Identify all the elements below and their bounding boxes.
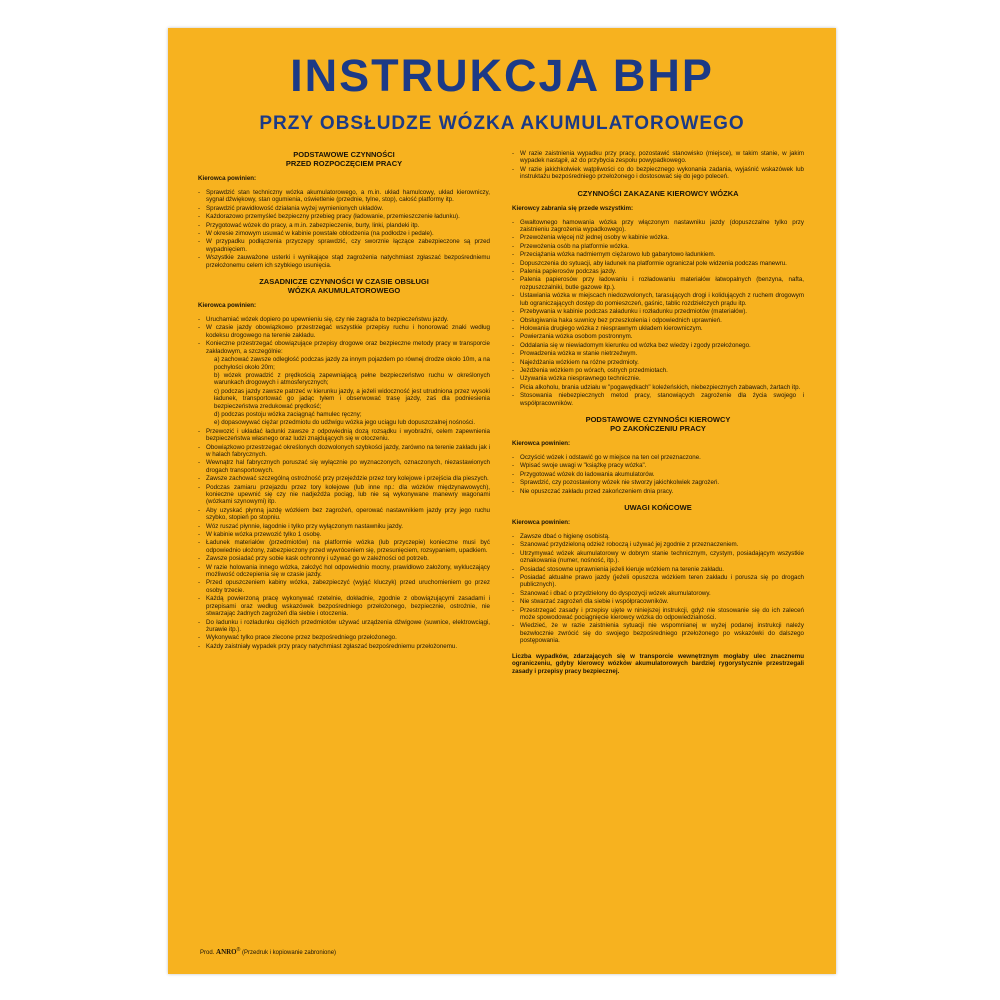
- section-subject: Kierowca powinien:: [512, 439, 571, 447]
- list-item: - Holowania drugiego wózka z niesprawnym układem kierowniczym.: [512, 325, 804, 332]
- list-item: - Nie stwarzać zagrożeń dla siebie i współpracowników.: [512, 598, 804, 605]
- heading-line: ZASADNICZE CZYNNOŚCI W CZASIE OBSŁUGI: [259, 277, 429, 287]
- list-item: - Każdy zaistniały wypadek przy pracy natychmiast zgłaszać bezpośredniemu przełożonemu.: [198, 643, 490, 650]
- list-item: - W przypadku podłączenia przyczepy sprawdzić, czy sworznie łączące zabezpieczone są przed wypadnięciem.: [198, 238, 490, 253]
- list-item: - Najeżdżania wózkiem na różne przedmioty.: [512, 359, 804, 366]
- list-item: b) wózek prowadzić z prędkością zapewniającą pełne bezpieczeństwo ruchu w określonych warunkach drogowych i atmosferycznych;: [214, 371, 490, 387]
- list-final-remarks: [512, 533, 804, 645]
- list-item: - Każdą powierzoną pracę wykonywać rzetelnie, dokładnie, zgodnie z obowiązującymi zasadami i przepisami oraz według wskazówek bezpośredniego przełożonego, bezpiecznie, ostrożnie, nie stwarzając żadnych zagrożeń dla siebie i otoczenia.: [198, 595, 490, 617]
- list-item: - Aby uzyskać płynną jazdę wózkiem bez zagrożeń, operować nastawnikiem jazdy przy jego ruchu szybko, stopień po stopniu.: [198, 507, 490, 522]
- list-item: - Do ładunku i rozładunku ciężkich przedmiotów używać urządzenia dźwigowe (suwnice, elektrowciągi, żurawie itp.).: [198, 619, 490, 634]
- list-during-work: [198, 316, 490, 650]
- section-subject: Kierowca powinien:: [512, 519, 571, 526]
- list-item: - Uruchamiać wózek dopiero po upewnieniu się, czy nie zagraża to bezpieczeństwu jazdy.: [198, 316, 490, 323]
- list-item: a) zachować zawsze odległość podczas jazdy za innym pojazdem po równej drodze około 10m, a na pochyłości około 20m;: [214, 356, 490, 371]
- list-item: - Obsługiwania haka suwnicy bez przeszkolenia i odpowiednich uprawnień.: [512, 317, 804, 324]
- heading-line: WÓZKA AKUMULATOROWEGO: [287, 286, 401, 296]
- list-item: - Sprawdzić stan techniczny wózka akumulatorowego, a m.in. układ hamulcowy, układ kierowniczy, sygnał dźwiękowy, stan ogumienia, oświetlenie (przednie, tylne, stop), całość platformy itp.: [198, 189, 490, 204]
- footer-note: (Przedruk i kopiowanie zabronione): [242, 950, 337, 956]
- list-item: - Konieczne przestrzegać obowiązujące przepisy drogowe oraz bezpieczne metody pracy w transporcie zakładowym, a szczególnie:: [198, 340, 490, 355]
- list-item: - Jeżdżenia wózkiem po wórach, ostrych przedmiotach.: [512, 367, 804, 374]
- final-note: Liczba wypadków, zdarzających się w transporcie wewnętrznym mogłaby ulec znacznemu ograniczeniu, gdyby kierowcy wózków akumulatorowych bardziej rygorystycznie przestrzegali zasady i przepisy pracy bezpiecznej.: [512, 652, 804, 675]
- list-after-work: [512, 454, 804, 495]
- list-item: - Stosowania niebezpiecznych metod pracy, stanowiących zagrożenie dla życia swojego i współpracowników.: [512, 392, 804, 407]
- list-item: - Palenia papierosów podczas jazdy.: [512, 268, 804, 275]
- list-item: e) dopasowywać ciężar przedmiotu do udźwigu wózka jego uciągu lub dopuszczalnej nośności.: [214, 419, 476, 427]
- heading-line: CZYNNOŚCI ZAKAZANE KIEROWCY WÓZKA: [577, 188, 739, 198]
- heading-line: PODSTAWOWE CZYNNOŚCI: [293, 150, 395, 159]
- list-item: - Przeciążania wózka nadmiernym ciężarowo lub gabarytowo ładunkiem.: [512, 251, 804, 258]
- list-item: - Posiadać stosowne uprawnienia jeżeli kieruje wózkiem na terenie zakładu.: [512, 566, 804, 573]
- section-heading-before-work: [198, 150, 490, 168]
- list-item: - Szanować przydzieloną odzież roboczą i używać jej zgodnie z przeznaczeniem.: [512, 541, 804, 548]
- list-item: - Szanować i dbać o przydzielony do dyspozycji wózek akumulatorowy.: [512, 590, 804, 597]
- list-item: - Gwałtownego hamowania wózka przy włączonym nastawniku jazdy (dopuszczalne tylko przy zaistnieniu zagrożenia wypadkowego).: [512, 219, 804, 234]
- list-during-work-continued: [512, 150, 804, 181]
- right-column: [512, 150, 804, 944]
- footer-prefix: Prod.: [200, 950, 215, 956]
- list-item: - Wpisać swoje uwagi w "książkę pracy wózka".: [512, 462, 804, 469]
- heading-line: PRZED ROZPOCZĘCIEM PRACY: [285, 159, 403, 168]
- list-item: - Sprawdzić prawidłowość działania wyżej wymienionych układów.: [198, 205, 490, 212]
- list-item: - W razie zaistnienia wypadku przy pracy, pozostawić stanowisko (miejsce), w takim stanie, w jakim wypadek nastąpił, aż do przybycia zespołu powypadkowego.: [512, 150, 804, 165]
- list-item: - Utrzymywać wózek akumulatorowy w dobrym stanie technicznym, czystym, posiadającym wszystkie oznakowania (numer, nośność, itp.).: [512, 550, 804, 565]
- registered-mark: ®: [236, 947, 241, 953]
- list-item: - Zawsze posiadać przy sobie kask ochronny i używać go w zależności od potrzeb.: [198, 555, 490, 562]
- list-item: - Wóz ruszać płynnie, łagodnie i tylko przy wyłączonym nastawniku jazdy.: [198, 523, 490, 530]
- list-item: - Oczyścić wózek i odstawić go w miejsce na ten cel przeznaczone.: [512, 454, 804, 461]
- list-item: - Obowiązkowo przestrzegać określonych dozwolonych szybkości jazdy, zarówno na terenie zakładu jak i w halach fabrycznych.: [198, 444, 490, 459]
- list-item: - W kabinie wózka przewozić tylko 1 osobę.: [198, 531, 490, 538]
- list-item: - Przygotować wózek do pracy, a m.in. zabezpieczenie, burty, linki, plandeki itp.: [198, 222, 490, 229]
- list-item: - Przebywania w kabinie podczas załadunku i rozładunku przedmiotów (materiałów).: [512, 308, 804, 315]
- section-subject: Kierowca powinien:: [198, 302, 257, 310]
- section-heading-during-work: [198, 277, 490, 295]
- list-item: - W czasie jazdy obowiązkowo przestrzegać wszystkie przepisy ruchu i honorować znaki według kodeksu drogowego na terenie zakładu.: [198, 324, 490, 339]
- list-item: - Wykonywać tylko prace zlecone przez bezpośredniego przełożonego.: [198, 634, 490, 641]
- list-item: - Ustawiania wózka w miejscach niedozwolonych, tarasujących drogi i kolidujących z ruchem drogowym lub ograniczających dostęp do pomieszczeń, gaśnic, tablic rozdzielczych prądu itp.: [512, 292, 804, 307]
- section-heading-forbidden: [512, 189, 804, 198]
- list-item: - Zawsze zachować szczególną ostrożność przy przejeździe przez tory kolejowe i przejścia dla pieszych.: [198, 475, 490, 482]
- heading-line: PODSTAWOWE CZYNNOŚCI KIEROWCY: [585, 414, 731, 424]
- list-item: - Picia alkoholu, brania udziału w "pogawędkach" koleżeńskich, niebezpiecznych zabawach, żartach itp.: [512, 384, 804, 391]
- section-subject: Kierowcy zabrania się przede wszystkim:: [512, 204, 634, 212]
- heading-line: UWAGI KOŃCOWE: [624, 503, 692, 512]
- sign-subtitle: PRZY OBSŁUDZE WÓZKA AKUMULATOROWEGO: [259, 113, 745, 134]
- brand-logo: ANRO: [216, 948, 237, 956]
- list-item: - Używania wózka niesprawnego technicznie.: [512, 375, 804, 382]
- list-item: - Podczas zamiaru przejazdu przez tory kolejowe (lub inne np.: dla wózków międzynawowych), konieczne upewnić się czy nie nadjeżdża pociąg, lub nie są wykonywane manewry wagonami (wózkami szynowymi) itp.: [198, 484, 490, 506]
- list-item: - Sprawdzić, czy pozostawiony wózek nie stworzy jakichkolwiek zagrożeń.: [512, 479, 804, 486]
- list-item: - Przed opuszczeniem kabiny wózka, zabezpieczyć (wyjąć kluczyk) przed uruchomieniem go przez osoby trzecie.: [198, 579, 490, 594]
- list-item: - W razie holowania innego wózka, założyć hol odpowiednio mocny, prawidłowo założony, wykluczający możliwość odczepienia się w czasie jazdy.: [198, 564, 490, 579]
- list-item: - Wiedzieć, że w razie zaistnienia sytuacji nie wspomnianej w wyżej podanej instrukcji należy bezwłocznie zwrócić się do swojego bezpośredniego przełożonego po wskazówki do dalszego postępowania.: [512, 622, 804, 644]
- list-item: - Wszystkie zauważone usterki i wynikające stąd zagrożenia natychmiast zgłaszać bezpośredniemu przełożonemu celem ich szybkiego usunięcia.: [198, 254, 490, 269]
- section-heading-after-work: [512, 415, 804, 433]
- list-item: - Przewożenia więcej niż jednej osoby w kabinie wózka.: [512, 234, 804, 241]
- list-item: - Nie opuszczać zakładu przed zakończeniem dnia pracy.: [512, 488, 804, 495]
- list-item: - Wewnątrz hal fabrycznych poruszać się wyłącznie po wyznaczonych, oznaczonych, niezastawionych drogach transportowych.: [198, 459, 490, 474]
- list-item: d) podczas postoju wózka zaciągnąć hamulec ręczny;: [214, 410, 362, 418]
- list-item: - Posiadać aktualne prawo jazdy (jeżeli opuszcza wózkiem teren zakładu i porusza się po drogach publicznych).: [512, 574, 804, 589]
- list-item: - Przygotować wózek do ładowania akumulatorów.: [512, 471, 804, 478]
- section-subject: Kierowca powinien:: [198, 175, 257, 182]
- list-item: - Powierzania wózka osobom postronnym.: [512, 333, 804, 340]
- list-item: - W razie jakichkolwiek wątpliwości co do bezpiecznego wykonania zadania, wyjaśnić wskazówek lub instruktażu bezpośredniego przełożonego i dostosować się do jego poleceń.: [512, 166, 804, 181]
- list-before-work: [198, 189, 490, 269]
- list-item: - Każdorazowo przemyśleć bezpieczny przebieg pracy (ładowanie, przemieszczenie ładunku).: [198, 213, 490, 220]
- list-item: - Palenia papierosów przy ładowaniu i rozładowaniu materiałów łatwopalnych (benzyna, nafta, rozpuszczalniki, butle gazowe itp.).: [512, 276, 804, 291]
- list-forbidden: [512, 219, 804, 407]
- list-item: - Przestrzegać zasady i przepisy ujęte w niniejszej instrukcji, gdyż nie stosowanie się do ich zaleceń może spowodować pociągnięcie kierowcy wózka do odpowiedzialności.: [512, 607, 804, 622]
- list-item: - Przewożenia osób na platformie wózka.: [512, 243, 804, 250]
- list-item: - Prowadzenia wózka w stanie nietrzeźwym.: [512, 350, 804, 357]
- safety-instruction-sign: [168, 28, 836, 974]
- list-item: - Oddalania się w niewiadomym kierunku od wózka bez wiedzy i zgody przełożonego.: [512, 342, 804, 349]
- left-column: [198, 150, 490, 944]
- list-item: - W okresie zimowym usuwać w kabinie powstałe oblodzenia (na podłodze i pedale).: [198, 230, 490, 237]
- heading-line: PO ZAKOŃCZENIU PRACY: [610, 423, 706, 433]
- list-item: - Dopuszczenia do sytuacji, aby ładunek na platformie ograniczał pole widzenia podczas manewru.: [512, 260, 804, 267]
- list-item: - Zawsze dbać o higienę osobistą.: [512, 533, 804, 540]
- sign-title: INSTRUKCJA BHP: [290, 50, 714, 101]
- list-item: c) podczas jazdy zawsze patrzeć w kierunku jazdy, a jeżeli widoczność jest utrudniona przez wysoki ładunek, transportować go jadąc tyłem i obserwować trasę jazdy, zaś dla podniesienia bezpieczeństwa zredukować prędkość;: [214, 387, 490, 410]
- section-heading-final-remarks: [512, 503, 804, 512]
- list-item: - Ładunek materiałów (przedmiotów) na platformie wózka (lub przyczepie) konieczne musi być odpowiednio ułożony, zabezpieczony przed wywróceniem się, przesunięciem, rozsypaniem, upadkiem.: [198, 539, 490, 554]
- footer: [200, 947, 336, 956]
- list-item: - Przewozić i układać ładunki zawsze z odpowiednią dozą rozsądku i wyobraźni, celem zapewnienia bezpieczeństwa własnego oraz ludzi znajdujących się w otoczeniu.: [198, 428, 490, 443]
